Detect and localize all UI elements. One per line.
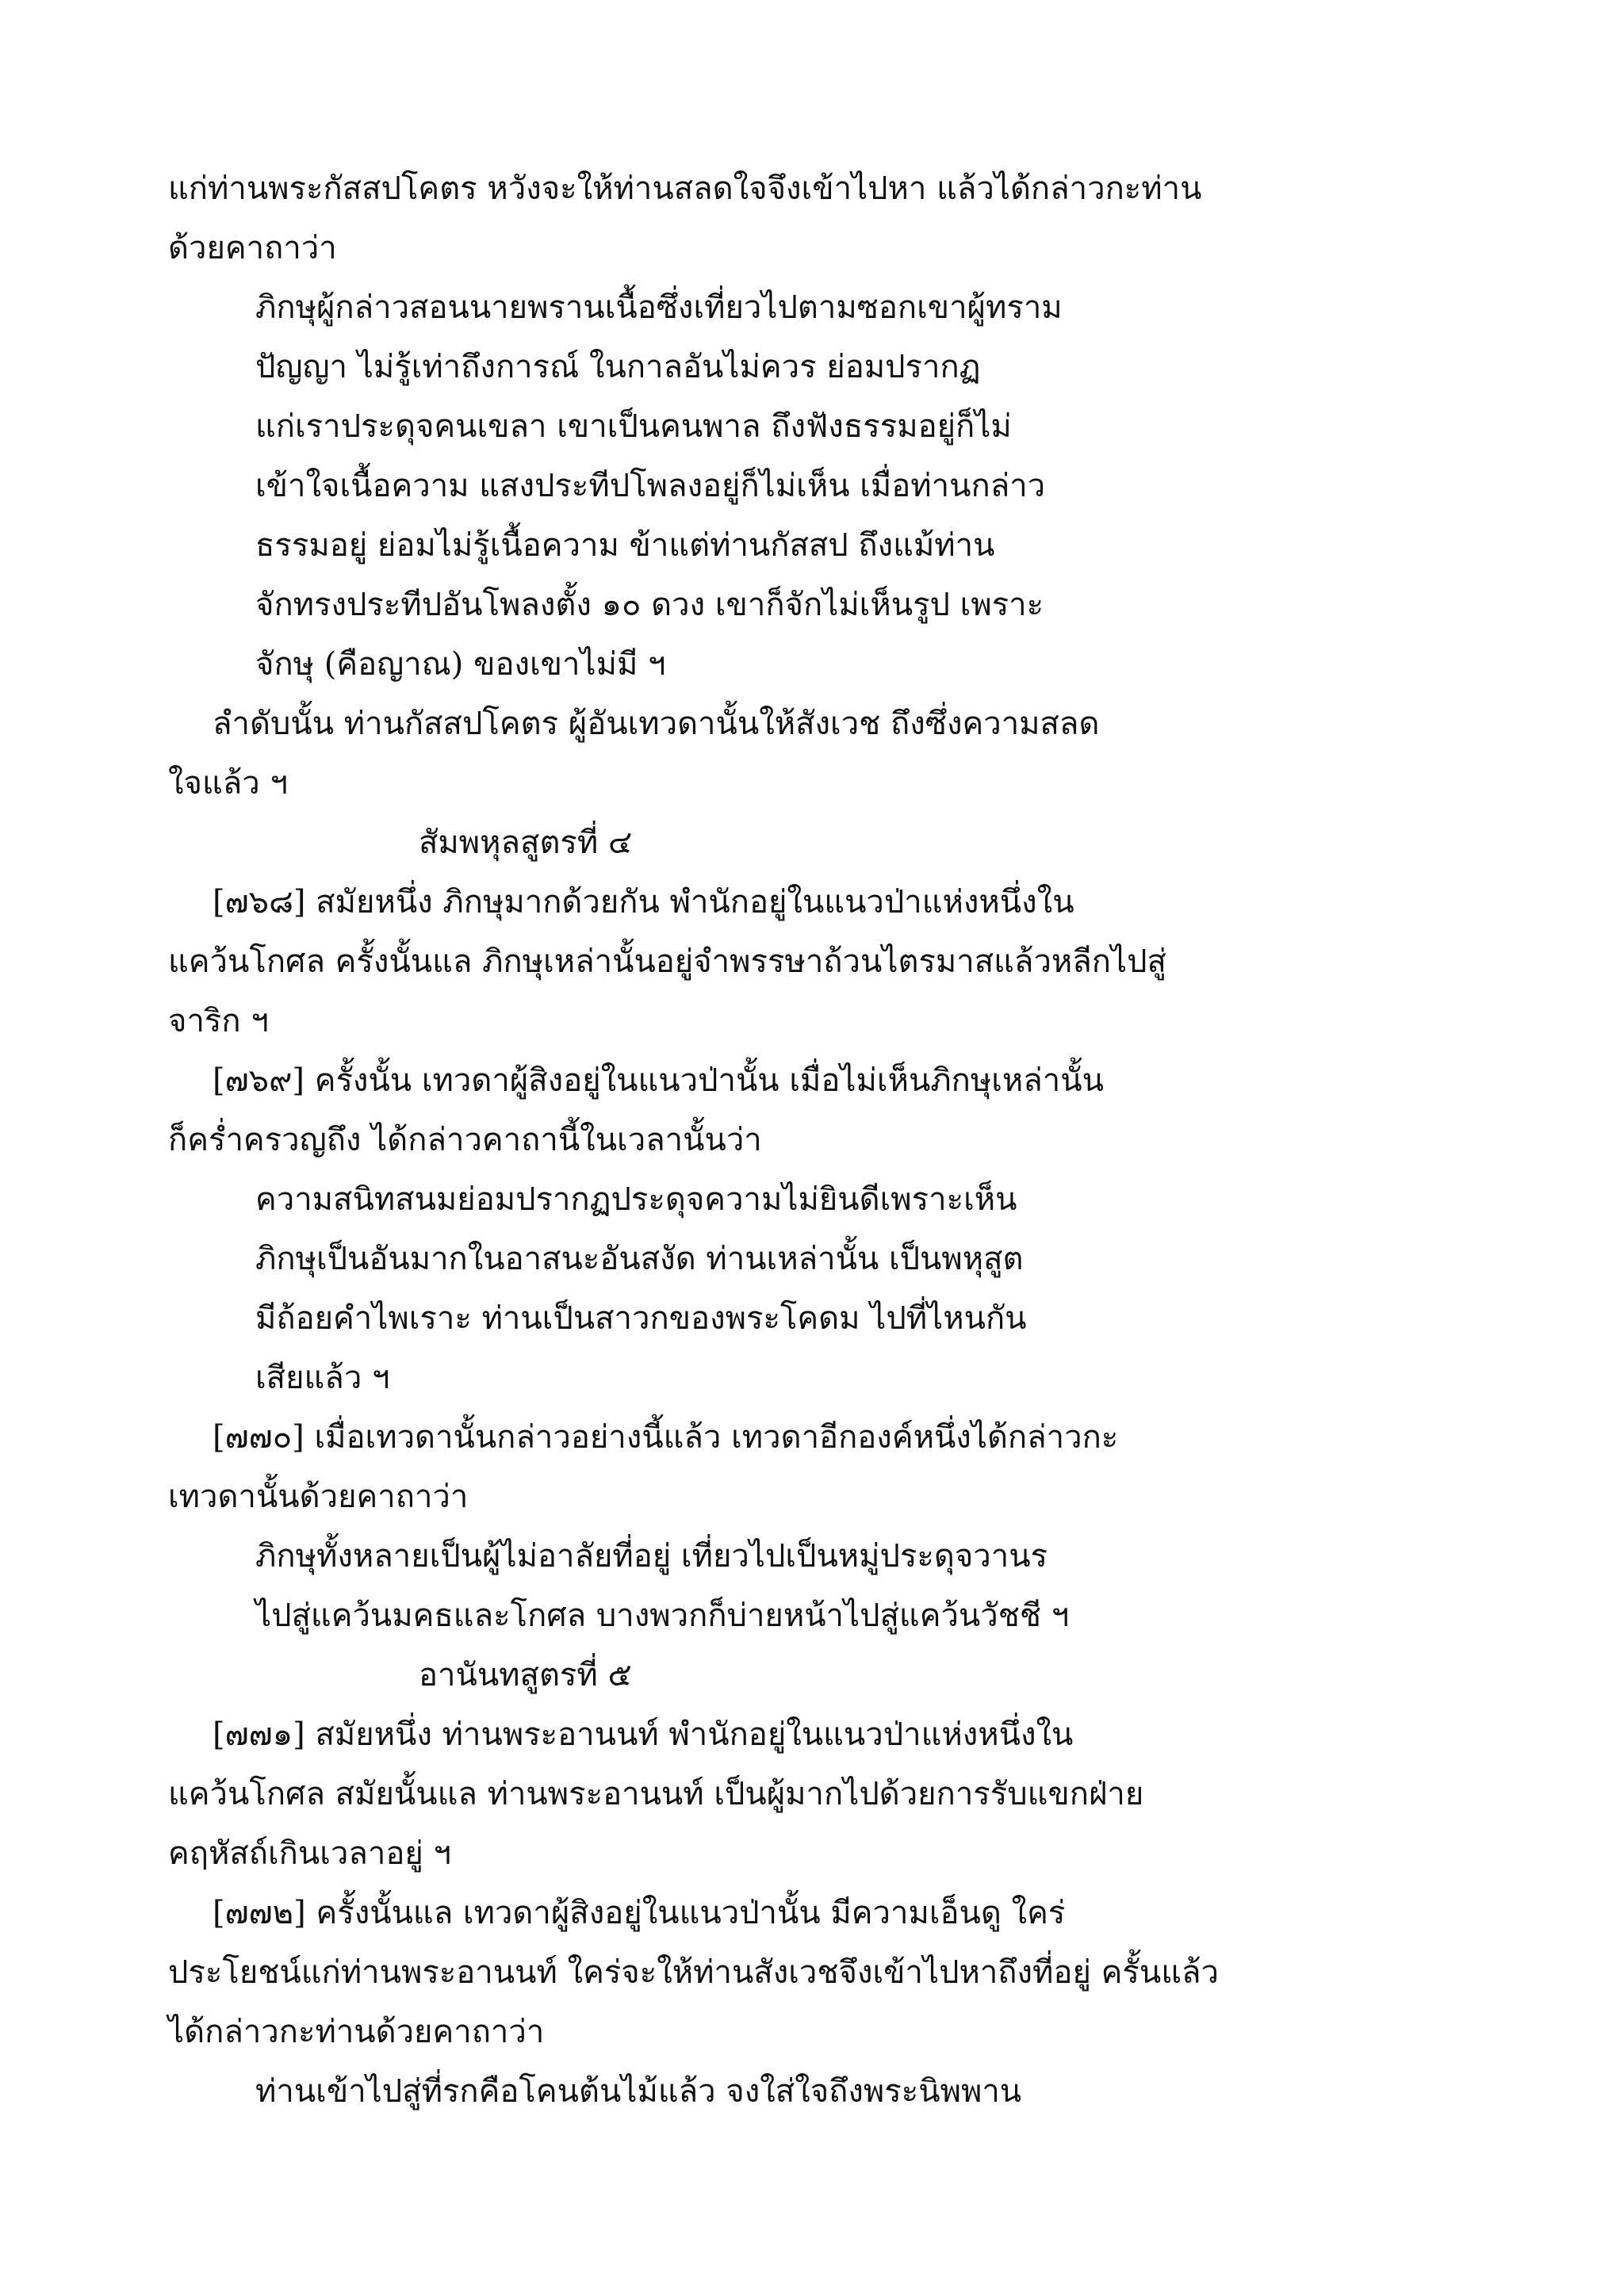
verse-line: ภิกษุผู้กล่าวสอนนายพรานเนื้อซึ่งเที่ยวไปตามซอกเขาผู้ทราม	[255, 289, 1063, 326]
text-line: คฤหัสถ์เกินเวลาอยู่ ฯ	[168, 1835, 451, 1872]
verse-line: ท่านเข้าไปสู่ที่รกคือโคนต้นไม้แล้ว จงใส่ใจถึงพระนิพพาน	[255, 2073, 1022, 2110]
verse-line: ปัญญา ไม่รู้เท่าถึงการณ์ ในกาลอันไม่ควร ย่อมปรากฏ	[255, 349, 981, 385]
text-line: ก็คร่ำครวญถึง ได้กล่าวคาถานี้ในเวลานั้นว่า	[168, 1122, 762, 1158]
text-line: ได้กล่าวกะท่านด้วยคาถาว่า	[168, 2014, 545, 2050]
section-heading: สัมพหุลสูตรที่ ๔	[419, 825, 633, 861]
paragraph-line: [๗๗๒] ครั้งนั้นแล เทวดาผู้สิงอยู่ในแนวป่านั้น มีความเอ็นดู ใคร่	[213, 1895, 1066, 1931]
verse-line: ภิกษุทั้งหลายเป็นผู้ไม่อาลัยที่อยู่ เที่ยวไปเป็นหมู่ประดุจวานร	[255, 1538, 1048, 1575]
verse-line: แก่เราประดุจคนเขลา เขาเป็นคนพาล ถึงฟังธรรมอยู่ก็ไม่	[255, 408, 1012, 445]
text-line: ประโยชน์แก่ท่านพระอานนท์ ใคร่จะให้ท่านสังเวชจึงเข้าไปหาถึงที่อยู่ ครั้นแล้ว	[168, 1954, 1219, 1991]
text-line: แคว้นโกศล ครั้งนั้นแล ภิกษุเหล่านั้นอยู่จำพรรษาถ้วนไตรมาสแล้วหลีกไปสู่	[168, 943, 1166, 980]
verse-line: จักทรงประทีปอันโพลงตั้ง ๑๐ ดวง เขาก็จักไม่เห็นรูป เพราะ	[255, 587, 1044, 623]
verse-line: เข้าใจเนื้อความ แสงประทีปโพลงอยู่ก็ไม่เห็น เมื่อท่านกล่าว	[255, 468, 1046, 504]
verse-line: ความสนิทสนมย่อมปรากฏประดุจความไม่ยินดีเพราะเห็น	[255, 1181, 1017, 1218]
verse-line: จักษุ (คือญาณ) ของเขาไม่มี ฯ	[255, 646, 666, 683]
verse-line: ไปสู่แคว้นมคธและโกศล บางพวกก็บ่ายหน้าไปสู่แคว้นวัชชี ฯ	[255, 1598, 1070, 1634]
section-heading: อานันทสูตรที่ ๕	[419, 1657, 632, 1693]
text-line: จาริก ฯ	[168, 1003, 269, 1039]
text-line: ด้วยคาถาว่า	[168, 230, 337, 266]
paragraph-line: [๗๖๘] สมัยหนึ่ง ภิกษุมากด้วยกัน พำนักอยู่ในแนวป่าแห่งหนึ่งใน	[213, 884, 1074, 920]
verse-line: มีถ้อยคำไพเราะ ท่านเป็นสาวกของพระโคดม ไปที่ไหนกัน	[255, 1300, 1027, 1337]
paragraph-line: [๗๗๑] สมัยหนึ่ง ท่านพระอานนท์ พำนักอยู่ในแนวป่าแห่งหนึ่งใน	[213, 1716, 1074, 1753]
verse-line: ธรรมอยู่ ย่อมไม่รู้เนื้อความ ข้าแต่ท่านกัสสป ถึงแม้ท่าน	[255, 527, 995, 564]
text-line: ใจแล้ว ฯ	[168, 765, 288, 802]
text-line: เทวดานั้นด้วยคาถาว่า	[168, 1479, 469, 1515]
verse-line: ภิกษุเป็นอันมากในอาสนะอันสงัด ท่านเหล่านั้น เป็นพหุสูต	[255, 1241, 1024, 1277]
text-line: แคว้นโกศล สมัยนั้นแล ท่านพระอานนท์ เป็นผู้มากไปด้วยการรับแขกฝ่าย	[168, 1776, 1144, 1812]
text-line: ลำดับนั้น ท่านกัสสปโคตร ผู้อันเทวดานั้นให้สังเวช ถึงซึ่งความสลด	[213, 706, 1100, 742]
text-line: แก่ท่านพระกัสสปโคตร หวังจะให้ท่านสลดใจจึงเข้าไปหา แล้วได้กล่าวกะท่าน	[168, 170, 1202, 207]
verse-line: เสียแล้ว ฯ	[255, 1360, 390, 1396]
paragraph-line: [๗๖๙] ครั้งนั้น เทวดาผู้สิงอยู่ในแนวป่านั้น เมื่อไม่เห็นภิกษุเหล่านั้น	[213, 1062, 1104, 1099]
paragraph-line: [๗๗๐] เมื่อเทวดานั้นกล่าวอย่างนี้แล้ว เทวดาอีกองค์หนึ่งได้กล่าวกะ	[213, 1419, 1119, 1456]
